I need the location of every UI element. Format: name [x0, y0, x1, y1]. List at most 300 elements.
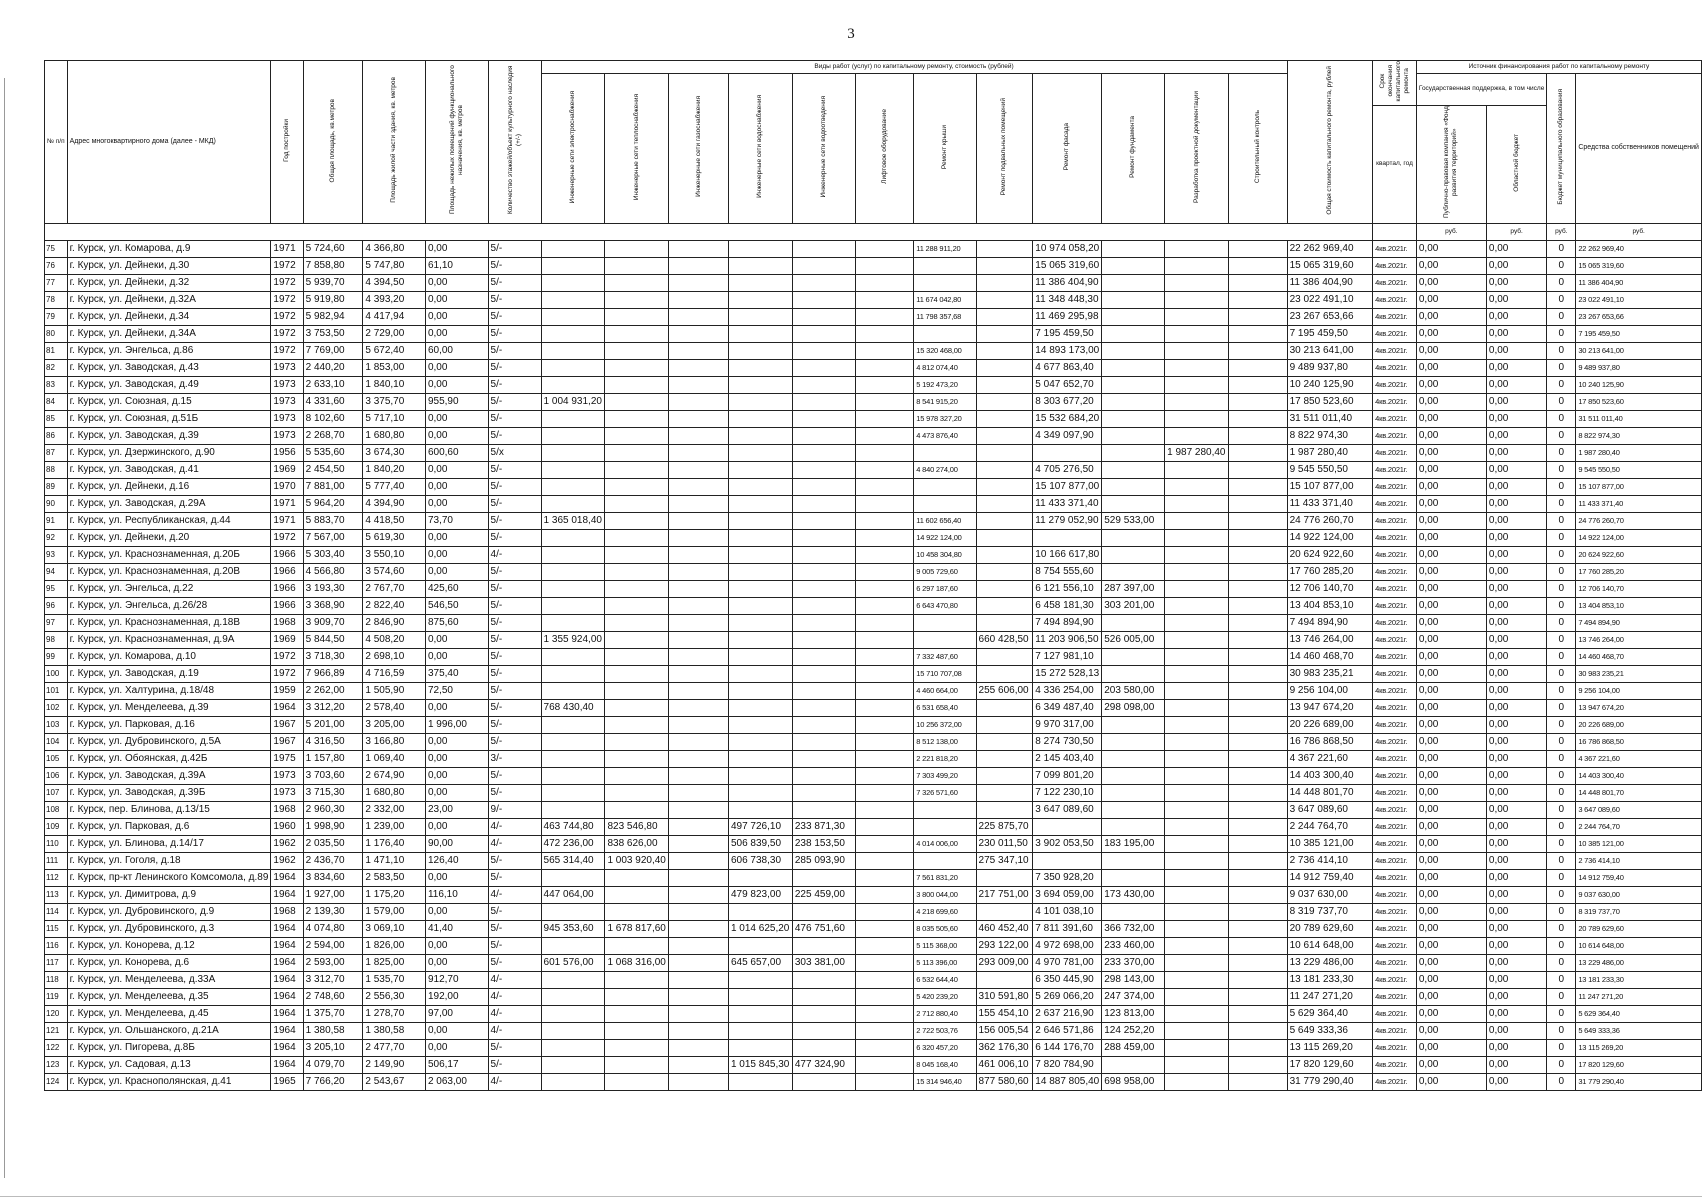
col-work-4 [792, 74, 855, 224]
table-cell: 0,00 [425, 427, 488, 444]
table-cell: 13 404 853,10 [1576, 597, 1702, 614]
table-cell: 90,00 [425, 835, 488, 852]
table-cell: 0,00 [1416, 886, 1486, 903]
table-cell: 0 [1547, 376, 1576, 393]
table-cell: г. Курск, ул. Комарова, д.9 [67, 240, 271, 257]
table-cell: 61,10 [425, 257, 488, 274]
table-cell: 2 145 403,40 [1033, 750, 1102, 767]
table-cell: 11 433 371,40 [1287, 495, 1373, 512]
table-cell: 11 602 656,40 [914, 512, 976, 529]
table-cell [855, 257, 914, 274]
table-cell: 303 201,00 [1102, 597, 1165, 614]
table-cell: 2 633,10 [303, 376, 363, 393]
table-cell [541, 444, 605, 461]
table-cell: г. Курск, пр-кт Ленинского Комсомола, д.89 [67, 869, 271, 886]
table-cell: 2 637 216,90 [1033, 1005, 1102, 1022]
table-cell: 4кв.2021г. [1373, 291, 1417, 308]
table-cell: 0,00 [1486, 1039, 1546, 1056]
table-cell: 4кв.2021г. [1373, 1022, 1417, 1039]
table-cell [605, 784, 669, 801]
table-cell: 0 [1547, 308, 1576, 325]
table-cell [792, 631, 855, 648]
col-work-11-label: Строительный контроль [1253, 110, 1261, 184]
table-cell: 875,60 [425, 614, 488, 631]
table-cell [728, 529, 792, 546]
table-cell: 0,00 [425, 903, 488, 920]
table-cell [605, 444, 669, 461]
table-cell: 23 267 653,66 [1576, 308, 1702, 325]
table-cell [669, 342, 729, 359]
unit-rub-2: руб. [1486, 223, 1546, 240]
table-cell [1229, 461, 1288, 478]
table-cell: 4 716,59 [363, 665, 426, 682]
table-cell: 4кв.2021г. [1373, 614, 1417, 631]
col-work-6-label: Ремонт крыши [940, 124, 948, 169]
table-cell [1102, 376, 1165, 393]
table-cell [976, 903, 1033, 920]
table-cell [855, 665, 914, 682]
table-cell: 5/- [488, 665, 541, 682]
table-cell: 0 [1547, 512, 1576, 529]
table-cell [914, 818, 976, 835]
table-cell [541, 529, 605, 546]
table-cell [728, 495, 792, 512]
table-cell: 24 776 260,70 [1576, 512, 1702, 529]
table-cell: 11 469 295,98 [1033, 308, 1102, 325]
table-cell [1229, 1005, 1288, 1022]
table-cell [605, 1022, 669, 1039]
table-cell: 0 [1547, 257, 1576, 274]
table-cell: 6 144 176,70 [1033, 1039, 1102, 1056]
table-cell [1102, 767, 1165, 784]
table-cell [976, 529, 1033, 546]
table-cell: 9/- [488, 801, 541, 818]
col-owners: Средства собственников помещений [1576, 74, 1702, 224]
table-cell: 2 556,30 [363, 988, 426, 1005]
table-cell [669, 529, 729, 546]
table-cell: 86 [45, 427, 68, 444]
table-cell [1165, 801, 1229, 818]
col-living-area-label: Площадь жилой части здания, кв. метров [390, 77, 398, 204]
table-cell: 0,00 [425, 308, 488, 325]
table-cell: 24 776 260,70 [1287, 512, 1373, 529]
table-cell: 20 624 922,60 [1576, 546, 1702, 563]
table-cell: 1968 [271, 903, 303, 920]
table-cell: 97,00 [425, 1005, 488, 1022]
table-cell: 0,00 [1486, 971, 1546, 988]
table-cell: г. Курск, ул. Дубровинского, д.3 [67, 920, 271, 937]
table-cell: 5/- [488, 852, 541, 869]
table-cell: 11 386 404,90 [1576, 274, 1702, 291]
table-cell [541, 1005, 605, 1022]
table-cell: 11 247 271,20 [1576, 988, 1702, 1005]
table-cell: 15 272 528,13 [1033, 665, 1102, 682]
table-row [45, 886, 1702, 903]
table-cell [1229, 597, 1288, 614]
table-cell: 114 [45, 903, 68, 920]
table-row [45, 512, 1702, 529]
table-cell [541, 580, 605, 597]
table-cell: 0,00 [425, 954, 488, 971]
table-cell: 1973 [271, 410, 303, 427]
table-row [45, 495, 1702, 512]
table-cell: 375,40 [425, 665, 488, 682]
table-cell: 0,00 [425, 750, 488, 767]
table-cell [669, 801, 729, 818]
table-cell [605, 461, 669, 478]
table-cell: 14 403 300,40 [1576, 767, 1702, 784]
table-cell [1165, 291, 1229, 308]
table-cell: 2 477,70 [363, 1039, 426, 1056]
table-cell [976, 767, 1033, 784]
table-cell: 0 [1547, 342, 1576, 359]
table-cell: 6 532 644,40 [914, 971, 976, 988]
table-cell: 0,00 [1416, 410, 1486, 427]
table-cell [1165, 818, 1229, 835]
table-cell: 10 385 121,00 [1287, 835, 1373, 852]
table-cell [914, 444, 976, 461]
table-cell [976, 478, 1033, 495]
table-cell: 1971 [271, 495, 303, 512]
table-cell: 0 [1547, 971, 1576, 988]
table-cell [669, 886, 729, 903]
table-cell: 11 386 404,90 [1287, 274, 1373, 291]
table-cell: 362 176,30 [976, 1039, 1033, 1056]
table-cell: 0 [1547, 1039, 1576, 1056]
table-cell: 4/- [488, 835, 541, 852]
table-cell: 5/- [488, 342, 541, 359]
table-cell: 0,00 [1416, 784, 1486, 801]
table-cell: г. Курск, ул. Дейнеки, д.30 [67, 257, 271, 274]
table-cell: 5/- [488, 937, 541, 954]
table-cell: 2 262,00 [303, 682, 363, 699]
table-cell: 1 987 280,40 [1576, 444, 1702, 461]
table-cell: 0,00 [1416, 699, 1486, 716]
table-cell: 103 [45, 716, 68, 733]
table-cell: 12 706 140,70 [1576, 580, 1702, 597]
table-cell [1229, 631, 1288, 648]
table-cell: 0,00 [1416, 750, 1486, 767]
table-cell: 5 113 396,00 [914, 954, 976, 971]
table-cell [792, 716, 855, 733]
table-cell [605, 988, 669, 1005]
table-cell: 10 458 304,80 [914, 546, 976, 563]
table-row [45, 835, 1702, 852]
table-cell: 0,00 [1416, 291, 1486, 308]
table-cell: 0,00 [1486, 393, 1546, 410]
table-cell: 1964 [271, 869, 303, 886]
table-cell [541, 665, 605, 682]
table-cell: 6 458 181,30 [1033, 597, 1102, 614]
table-cell [976, 971, 1033, 988]
table-cell [728, 682, 792, 699]
table-cell: 8 822 974,30 [1576, 427, 1702, 444]
table-cell: 293 122,00 [976, 937, 1033, 954]
table-cell: г. Курск, ул. Халтурина, д.18/48 [67, 682, 271, 699]
col-term-unit: квартал, год [1373, 105, 1417, 223]
table-cell: 0 [1547, 291, 1576, 308]
table-cell: 7 561 831,20 [914, 869, 976, 886]
table-cell [792, 988, 855, 1005]
col-term [1373, 61, 1417, 106]
table-cell [976, 444, 1033, 461]
table-cell [792, 274, 855, 291]
table-cell [605, 733, 669, 750]
table-cell [855, 767, 914, 784]
table-cell [1102, 801, 1165, 818]
col-regional-label: Областной бюджет [1512, 133, 1520, 192]
col-municipal [1547, 74, 1576, 224]
table-cell: 5/- [488, 512, 541, 529]
table-cell: 1 987 280,40 [1165, 444, 1229, 461]
table-cell: 4кв.2021г. [1373, 937, 1417, 954]
table-cell: 9 256 104,00 [1576, 682, 1702, 699]
table-cell: 4кв.2021г. [1373, 767, 1417, 784]
table-cell [1165, 512, 1229, 529]
table-cell: 8 319 737,70 [1287, 903, 1373, 920]
table-cell [1102, 648, 1165, 665]
table-cell [792, 1005, 855, 1022]
table-cell [728, 512, 792, 529]
table-cell: 0,00 [1486, 308, 1546, 325]
table-cell: г. Курск, ул. Дубровинского, д.5А [67, 733, 271, 750]
table-cell: 3 647 089,60 [1287, 801, 1373, 818]
table-cell: 22 262 969,40 [1287, 240, 1373, 257]
table-cell [855, 920, 914, 937]
table-cell [728, 478, 792, 495]
table-cell: 0 [1547, 716, 1576, 733]
table-cell [1229, 376, 1288, 393]
table-cell: 0,00 [425, 359, 488, 376]
table-cell: 4 331,60 [303, 393, 363, 410]
table-cell: г. Курск, ул. Дейнеки, д.32 [67, 274, 271, 291]
table-cell: 5 619,30 [363, 529, 426, 546]
table-cell [855, 308, 914, 325]
table-cell: 99 [45, 648, 68, 665]
table-cell [792, 427, 855, 444]
table-cell: 0,00 [1416, 937, 1486, 954]
table-cell: 0,00 [1486, 359, 1546, 376]
table-cell [1165, 750, 1229, 767]
col-total-cost-label: Общая стоимость капитального ремонта, рублей [1325, 65, 1333, 215]
table-cell [855, 274, 914, 291]
table-cell: 4кв.2021г. [1373, 835, 1417, 852]
table-cell: 1968 [271, 614, 303, 631]
table-cell: 9 037 630,00 [1576, 886, 1702, 903]
table-cell [669, 614, 729, 631]
table-cell: 275 347,10 [976, 852, 1033, 869]
table-cell [976, 291, 1033, 308]
table-cell [1165, 835, 1229, 852]
table-cell [792, 291, 855, 308]
table-cell [605, 767, 669, 784]
table-cell [1165, 937, 1229, 954]
table-cell [855, 410, 914, 427]
table-cell: 14 922 124,00 [1576, 529, 1702, 546]
table-cell: 13 229 486,00 [1576, 954, 1702, 971]
table-cell: г. Курск, ул. Конорева, д.12 [67, 937, 271, 954]
table-cell [792, 1022, 855, 1039]
table-cell [541, 495, 605, 512]
table-cell: 0,00 [1486, 274, 1546, 291]
table-cell: 0,00 [425, 461, 488, 478]
col-work-2 [669, 74, 729, 224]
table-cell: 5 420 239,20 [914, 988, 976, 1005]
table-cell [1165, 359, 1229, 376]
table-cell [855, 988, 914, 1005]
table-cell [1165, 665, 1229, 682]
table-cell: 0 [1547, 920, 1576, 937]
table-cell: 5/- [488, 920, 541, 937]
table-cell: 1971 [271, 512, 303, 529]
table-cell: 2 722 503,76 [914, 1022, 976, 1039]
table-cell [1102, 291, 1165, 308]
table-cell: 0,00 [1486, 1073, 1546, 1090]
table-cell: 0,00 [425, 869, 488, 886]
table-cell [976, 699, 1033, 716]
table-cell: 3 694 059,00 [1033, 886, 1102, 903]
table-cell [855, 869, 914, 886]
col-year [271, 61, 303, 224]
table-cell [1229, 359, 1288, 376]
table-cell [792, 750, 855, 767]
table-cell [1229, 614, 1288, 631]
table-cell: 1973 [271, 376, 303, 393]
table-cell: 15 978 327,20 [914, 410, 976, 427]
table-cell [792, 733, 855, 750]
table-cell: 0,00 [425, 376, 488, 393]
table-cell [1102, 1056, 1165, 1073]
table-cell: 5 747,80 [363, 257, 426, 274]
table-row [45, 257, 1702, 274]
table-cell: 0,00 [425, 291, 488, 308]
table-cell: 0 [1547, 988, 1576, 1005]
table-cell: 1 176,40 [363, 835, 426, 852]
table-cell [1102, 818, 1165, 835]
table-cell [605, 886, 669, 903]
table-cell: 31 511 011,40 [1576, 410, 1702, 427]
table-cell: 1 014 625,20 [728, 920, 792, 937]
table-cell: 1 365 018,40 [541, 512, 605, 529]
table-cell: 0,00 [1416, 1056, 1486, 1073]
table-cell [976, 869, 1033, 886]
table-cell: 0,00 [1416, 325, 1486, 342]
table-cell: 5 939,70 [303, 274, 363, 291]
table-cell: 1 015 845,30 [728, 1056, 792, 1073]
table-cell [855, 359, 914, 376]
col-municipal-label: Бюджет муниципального образования [1557, 88, 1565, 205]
table-cell: 1964 [271, 1056, 303, 1073]
table-cell: 5 115 368,00 [914, 937, 976, 954]
table-row [45, 801, 1702, 818]
table-cell: г. Курск, ул. Дейнеки, д.20 [67, 529, 271, 546]
table-cell: 3 205,10 [303, 1039, 363, 1056]
table-cell [669, 580, 729, 597]
table-cell [855, 801, 914, 818]
col-address: Адрес многоквартирного дома (далее - МКД) [67, 61, 271, 224]
table-cell: 0,00 [1486, 1022, 1546, 1039]
table-cell [728, 393, 792, 410]
capital-repair-table [44, 60, 1702, 1091]
table-cell: 0,00 [1486, 920, 1546, 937]
table-cell [792, 495, 855, 512]
table-cell: 0 [1547, 444, 1576, 461]
table-cell: 1 003 920,40 [605, 852, 669, 869]
table-cell [1165, 784, 1229, 801]
table-cell [669, 665, 729, 682]
table-cell [669, 988, 729, 1005]
table-cell: 5 672,40 [363, 342, 426, 359]
table-cell [1229, 444, 1288, 461]
table-cell: 111 [45, 852, 68, 869]
col-work-2-label: Инженерные сети газоснабжения [694, 96, 702, 198]
table-cell: 2 454,50 [303, 461, 363, 478]
table-cell [792, 903, 855, 920]
table-cell: 0 [1547, 801, 1576, 818]
table-cell [855, 427, 914, 444]
table-cell [1229, 988, 1288, 1005]
table-cell [728, 648, 792, 665]
col-floors-label: Количество этажей/объект культурного наследия (+/-) [506, 66, 522, 215]
table-cell: 12 706 140,70 [1287, 580, 1373, 597]
table-cell [1102, 733, 1165, 750]
table-cell: г. Курск, ул. Заводская, д.39А [67, 767, 271, 784]
table-cell: 0,00 [1486, 937, 1546, 954]
table-cell: 7 766,20 [303, 1073, 363, 1090]
table-cell: 13 115 269,20 [1576, 1039, 1702, 1056]
table-cell: 225 875,70 [976, 818, 1033, 835]
table-cell [1165, 342, 1229, 359]
table-cell [1165, 699, 1229, 716]
table-cell: 5 629 364,40 [1576, 1005, 1702, 1022]
table-cell: 0,00 [1416, 767, 1486, 784]
table-cell: 4 840 274,00 [914, 461, 976, 478]
table-cell [1165, 529, 1229, 546]
table-cell [855, 784, 914, 801]
table-cell: 0,00 [1416, 359, 1486, 376]
table-cell [669, 1073, 729, 1090]
table-cell: 0,00 [1486, 733, 1546, 750]
table-cell: 0,00 [1486, 597, 1546, 614]
table-cell: 1 826,00 [363, 937, 426, 954]
table-cell: 5/- [488, 903, 541, 920]
table-cell [669, 410, 729, 427]
table-cell: 90 [45, 495, 68, 512]
table-cell: 30 213 641,00 [1576, 342, 1702, 359]
table-cell: 115 [45, 920, 68, 937]
table-cell: 5 047 652,70 [1033, 376, 1102, 393]
table-cell [669, 920, 729, 937]
table-cell [1102, 325, 1165, 342]
table-cell: 4кв.2021г. [1373, 512, 1417, 529]
table-cell: г. Курск, ул. Краснополянская, д.41 [67, 1073, 271, 1090]
col-floors [488, 61, 541, 224]
table-cell [792, 376, 855, 393]
table-cell: 1 069,40 [363, 750, 426, 767]
table-cell: 5/- [488, 784, 541, 801]
table-cell: 7 195 459,50 [1033, 325, 1102, 342]
table-cell [976, 393, 1033, 410]
table-cell [1229, 1073, 1288, 1090]
table-cell [605, 682, 669, 699]
table-cell: 2 139,30 [303, 903, 363, 920]
table-cell: 3 312,20 [303, 699, 363, 716]
table-cell [669, 699, 729, 716]
table-cell: 126,40 [425, 852, 488, 869]
table-cell [605, 580, 669, 597]
table-cell: 1 375,70 [303, 1005, 363, 1022]
table-cell: 123 [45, 1056, 68, 1073]
